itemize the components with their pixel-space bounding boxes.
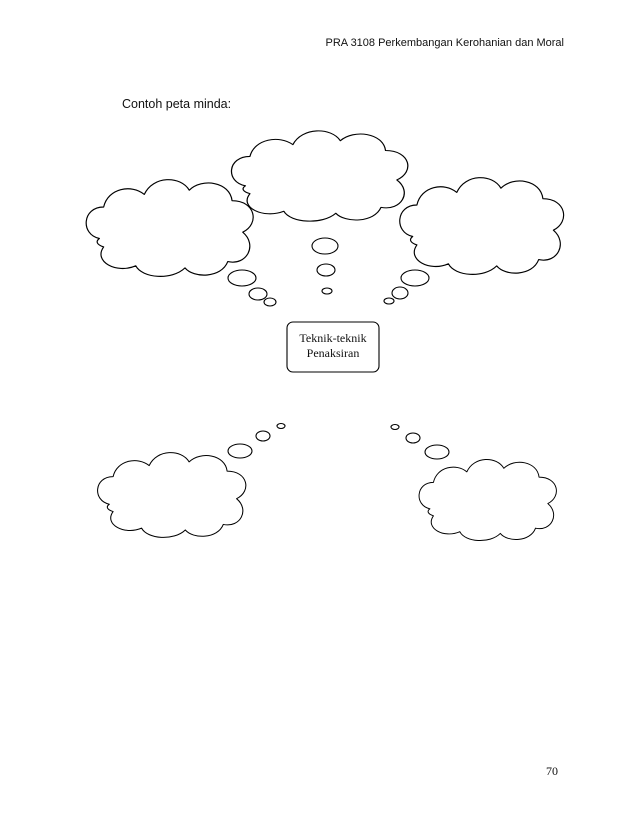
thought-cloud-bottom-left bbox=[98, 453, 246, 538]
thought-bubble bbox=[312, 238, 338, 254]
central-topic-node bbox=[287, 322, 379, 372]
thought-cloud-top-left bbox=[86, 180, 253, 277]
thought-bubble bbox=[391, 425, 399, 430]
page-number: 70 bbox=[546, 764, 558, 778]
thought-bubbles-bottom-left bbox=[228, 424, 285, 459]
thought-cloud-top-right bbox=[400, 178, 564, 275]
thought-bubbles-top-right bbox=[384, 270, 429, 304]
thought-bubble bbox=[425, 445, 449, 459]
thought-cloud-bottom-right bbox=[419, 459, 556, 540]
central-topic-line1: Teknik-teknik bbox=[299, 331, 367, 345]
thought-bubbles-top-left bbox=[228, 270, 276, 306]
intro-text: Contoh peta minda: bbox=[122, 97, 232, 111]
thought-bubble bbox=[228, 270, 256, 286]
thought-bubble bbox=[264, 298, 276, 306]
thought-bubble bbox=[277, 424, 285, 429]
thought-bubble bbox=[317, 264, 335, 276]
thought-cloud-top-center bbox=[231, 131, 407, 221]
thought-bubble bbox=[401, 270, 429, 286]
thought-bubbles-top-center bbox=[312, 238, 338, 294]
central-topic-line2: Penaksiran bbox=[306, 346, 360, 360]
thought-bubble bbox=[406, 433, 420, 443]
thought-bubble bbox=[249, 288, 267, 300]
thought-bubbles-bottom-right bbox=[391, 425, 449, 460]
thought-bubble bbox=[384, 298, 394, 304]
thought-bubble bbox=[228, 444, 252, 458]
thought-bubble bbox=[392, 287, 408, 299]
page-header: PRA 3108 Perkembangan Kerohanian dan Moral bbox=[325, 37, 564, 49]
thought-bubble bbox=[322, 288, 332, 294]
thought-bubble bbox=[256, 431, 270, 441]
